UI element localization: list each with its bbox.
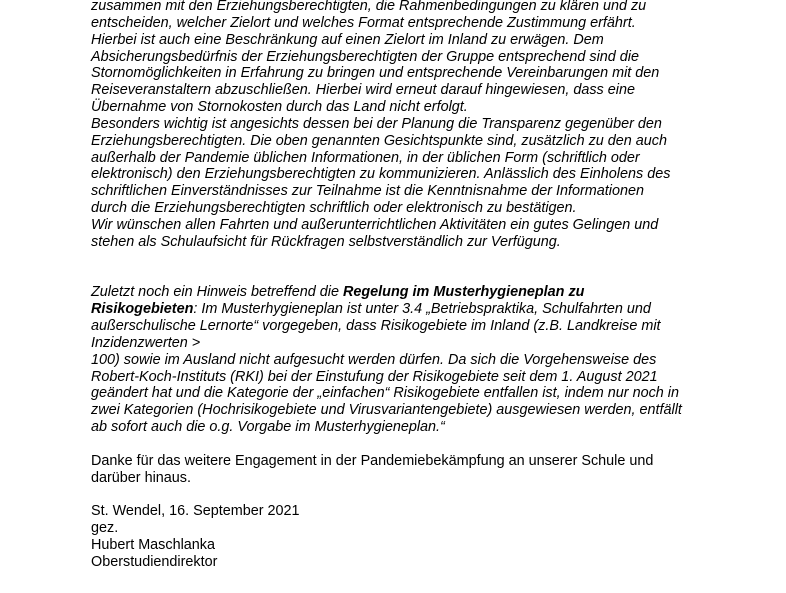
text-line	[91, 284, 771, 301]
hygiene-note-paragraph	[91, 284, 771, 436]
text-line: Hierbei ist auch eine Beschränkung auf einen Zielort im Inland zu erwägen. Dem	[91, 31, 604, 48]
text-line: Absicherungsbedürfnis der Erziehungsberechtigten der Gruppe entsprechend sind die	[91, 48, 639, 65]
text-line: Besonders wichtig ist angesichts dessen bei der Planung die Transparenz gegenüber den	[91, 115, 662, 132]
hygiene-intro-text: Zuletzt noch ein Hinweis betreffend die	[91, 284, 343, 301]
text-line: Übernahme von Stornokosten durch das Land nicht erfolgt.	[91, 99, 468, 116]
hygiene-emphasis-text: Risikogebieten	[91, 301, 194, 318]
text-line: elektronisch) den Erziehungsberechtigten zu kommunizieren. Anlässlich des Einholens des	[91, 166, 671, 183]
text-line	[91, 301, 771, 318]
paragraph-spacer	[91, 486, 771, 503]
text-line: außerschulische Lernorte“ vorgegeben, dass Risikogebiete im Inland (z.B. Landkreise mit	[91, 318, 661, 335]
hygiene-body-text: : Im Musterhygieneplan ist unter 3.4 „Betriebspraktika, Schulfahrten und	[193, 301, 651, 318]
text-line: darüber hinaus.	[91, 469, 192, 486]
text-line: durch die Erziehungsberechtigten schriftlich oder elektronisch zu bestätigen.	[91, 200, 577, 217]
text-line: ab sofort auch die o.g. Vorgabe im Musterhygieneplan.“	[91, 419, 445, 436]
text-line: Wir wünschen allen Fahrten und außerunterrichtlichen Aktivitäten ein gutes Gelingen und	[91, 216, 659, 233]
text-line: stehen als Schulaufsicht für Rückfragen selbstverständlich zur Verfügung.	[91, 233, 561, 250]
signatory-name: Hubert Maschlanka	[91, 537, 215, 553]
text-line: 100) sowie im Ausland nicht aufgesucht werden dürfen. Da sich die Vorgehensweise des	[91, 351, 657, 368]
paragraph-spacer	[91, 251, 771, 268]
text-line: Inzidenzwerten >	[91, 334, 201, 351]
italic-paragraph	[91, 0, 771, 251]
paragraph-spacer	[91, 268, 771, 285]
paragraph-spacer	[91, 436, 771, 453]
text-line: geändert hat und die Kategorie der „einfachen“ Risikogebiete entfallen ist, indem nur noch in	[91, 385, 679, 402]
text-line: Erziehungsberechtigten. Die oben genannten Gesichtspunkte sind, zusätzlich zu den auch	[91, 132, 667, 149]
hygiene-emphasis-text: Regelung im Musterhygieneplan zu	[342, 284, 585, 301]
text-line: außerhalb der Pandemie üblichen Informationen, in der üblichen Form (schriftlich oder	[91, 149, 640, 166]
thanks-paragraph	[91, 453, 771, 487]
signatory-title: Oberstudiendirektor	[91, 553, 218, 570]
text-line: zwei Kategorien (Hochrisikogebiete und Virusvariantengebiete) ausgewiesen werden, entfällt	[91, 402, 682, 419]
text-line: Reiseveranstaltern abzuschließen. Hierbei wird erneut darauf hingewiesen, dass eine	[91, 82, 635, 99]
text-line: Robert-Koch-Instituts (RKI) bei der Einstufung der Risikogebiete seit dem 1. August 2021	[91, 368, 658, 385]
text-line: entscheiden, welcher Zielort und welches Format entsprechende Zustimmung erfährt.	[91, 14, 636, 31]
text-line: Stornomöglichkeiten in Erfahrung zu bringen und entsprechende Vereinbarungen mit den	[91, 65, 660, 82]
place-date: St. Wendel, 16. September 2021	[91, 503, 300, 520]
signed-abbreviation: gez.	[91, 520, 119, 537]
text-line: Danke für das weitere Engagement in der Pandemiebekämpfung an unserer Schule und	[91, 452, 654, 469]
text-line: zusammen mit den Erziehungsberechtigten, die Rahmenbedingungen zu klären und zu	[91, 0, 647, 14]
signature-block	[91, 503, 771, 570]
text-line: schriftlichen Einverständnisses zur Teilnahme ist die Kenntnisnahme der Informationen	[91, 183, 644, 200]
document-page	[91, 0, 771, 571]
